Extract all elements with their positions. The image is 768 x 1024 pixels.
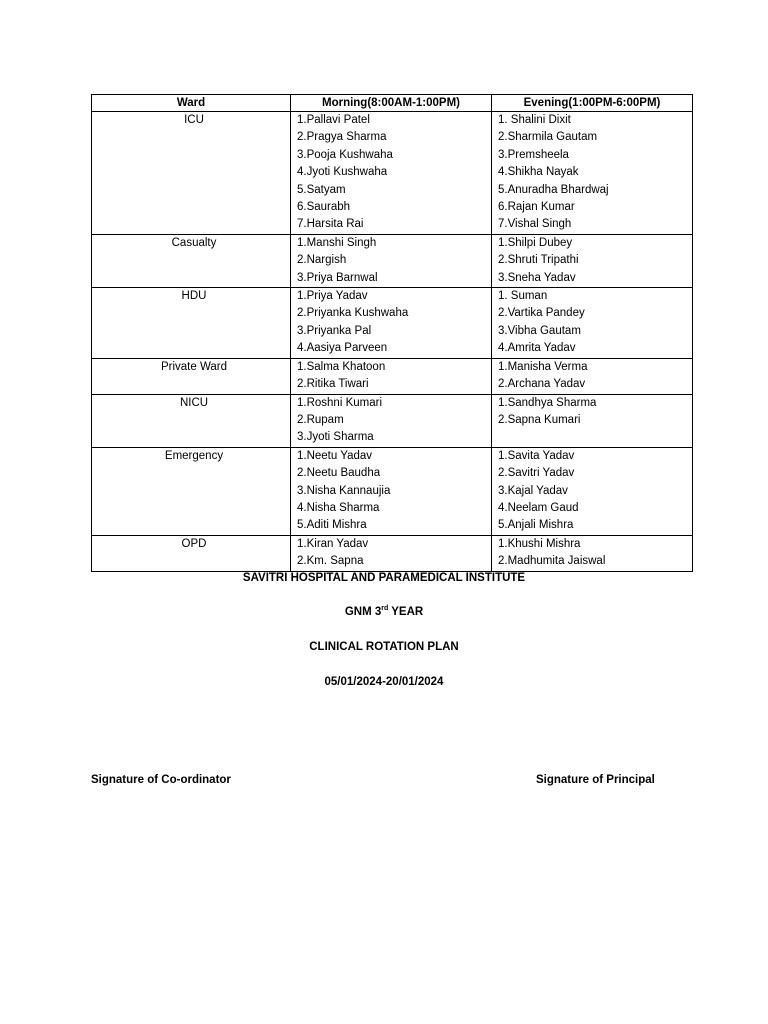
morning-names-cell [291, 447, 492, 535]
table-row [92, 112, 693, 235]
morning-student-name: 2.Pragya Sharma [297, 131, 387, 144]
morning-student-name: 2.Km. Sapna [297, 555, 364, 568]
evening-student-name: 7.Vishal Singh [498, 218, 572, 231]
date-range: 05/01/2024-20/01/2024 [324, 676, 444, 688]
morning-student-name: 1.Priya Yadav [297, 290, 368, 303]
evening-student-name: 2.Sharmila Gautam [498, 131, 598, 144]
evening-names-cell [492, 288, 693, 359]
morning-student-name: 2.Neetu Baudha [297, 467, 381, 480]
evening-names-cell [492, 535, 693, 571]
morning-student-name: 3.Pooja Kushwaha [297, 148, 393, 161]
evening-student-name: 4.Amrita Yadav [498, 342, 576, 355]
evening-student-name: 1.Shilpi Dubey [498, 236, 573, 249]
ward-name: HDU [92, 288, 291, 359]
evening-student-name: 4.Neelam Gaud [498, 501, 579, 514]
course-suffix: YEAR [388, 605, 424, 618]
evening-student-name: 1.Manisha Verma [498, 360, 588, 373]
morning-names-cell [291, 234, 492, 287]
morning-student-name: 2.Ritika Tiwari [297, 378, 369, 391]
plan-title: CLINICAL ROTATION PLAN [309, 641, 459, 653]
evening-student-name: 1. Shalini Dixit [498, 114, 571, 126]
evening-student-name: 2.Madhumita Jaiswal [498, 555, 606, 568]
morning-student-name: 2.Priyanka Kushwaha [297, 307, 409, 320]
course-prefix: GNM 3 [344, 605, 382, 618]
morning-names-cell [291, 358, 492, 394]
morning-student-name: 1.Manshi Singh [297, 236, 377, 249]
table-row [92, 447, 693, 535]
ward-name: OPD [92, 535, 291, 571]
table-row [92, 358, 693, 394]
morning-student-name: 3.Jyoti Sharma [297, 431, 374, 444]
morning-student-name: 4.Nisha Sharma [297, 501, 380, 514]
evening-student-name: 3.Vibha Gautam [498, 324, 581, 337]
evening-student-name: 5.Anuradha Bhardwaj [498, 183, 609, 196]
evening-student-name: 2.Archana Yadav [498, 378, 586, 391]
table-row [92, 288, 693, 359]
table-row [92, 535, 693, 571]
header-evening: Evening(1:00PM-6:00PM) [492, 95, 693, 112]
morning-student-name: 3.Nisha Kannaujia [297, 484, 391, 497]
coordinator-signature-label: Signature of Co-ordinator [91, 774, 231, 786]
ward-name: Casualty [92, 234, 291, 287]
morning-names-cell [291, 288, 492, 359]
evening-student-name: 2.Vartika Pandey [498, 307, 585, 320]
ward-name: Emergency [92, 447, 291, 535]
morning-student-name: 2.Rupam [297, 413, 344, 426]
morning-student-name: 1.Pallavi Patel [297, 114, 370, 126]
evening-student-name: 1. Suman [498, 290, 548, 303]
evening-names-cell [492, 394, 693, 447]
ward-name: NICU [92, 394, 291, 447]
evening-student-name: 2.Savitri Yadav [498, 467, 575, 480]
morning-student-name: 7.Harsita Rai [297, 218, 364, 231]
rotation-table [91, 94, 693, 572]
table-header-row [92, 95, 693, 112]
evening-student-name: 3.Kajal Yadav [498, 484, 568, 497]
evening-student-name: 2.Sapna Kumari [498, 413, 581, 426]
morning-student-name: 4.Jyoti Kushwaha [297, 166, 388, 179]
header-morning: Morning(8:00AM-1:00PM) [291, 95, 492, 112]
morning-student-name: 1.Neetu Yadav [297, 449, 373, 462]
morning-names-cell [291, 112, 492, 235]
morning-student-name: 1.Salma Khatoon [297, 360, 386, 373]
evening-names-cell [492, 447, 693, 535]
morning-student-name: 4.Aasiya Parveen [297, 342, 388, 355]
evening-student-name: 1.Khushi Mishra [498, 537, 581, 550]
morning-student-name: 1.Kiran Yadav [297, 537, 369, 550]
principal-signature-label: Signature of Principal [536, 774, 655, 786]
evening-names-cell [492, 112, 693, 235]
evening-student-name: 1.Savita Yadav [498, 449, 575, 462]
evening-names-cell [492, 234, 693, 287]
evening-student-name: 2.Shruti Tripathi [498, 254, 579, 267]
evening-student-name: 3.Sneha Yadav [498, 271, 576, 284]
morning-student-name: 5.Satyam [297, 183, 346, 196]
evening-student-name: 3.Premsheela [498, 148, 569, 161]
course-superscript: rd [381, 605, 389, 612]
evening-student-name: 5.Anjali Mishra [498, 519, 574, 532]
institute-name: SAVITRI HOSPITAL AND PARAMEDICAL INSTITUTE [242, 572, 526, 584]
evening-names-cell [492, 358, 693, 394]
morning-student-name: 6.Saurabh [297, 201, 351, 214]
course-title [0, 605, 768, 618]
morning-student-name: 2.Nargish [297, 254, 347, 267]
ward-name: Private Ward [92, 358, 291, 394]
morning-names-cell [291, 535, 492, 571]
header-ward: Ward [92, 95, 291, 112]
table-row [92, 394, 693, 447]
morning-student-name: 3.Priyanka Pal [297, 324, 372, 337]
evening-student-name: 1.Sandhya Sharma [498, 396, 597, 409]
morning-student-name: 1.Roshni Kumari [297, 396, 383, 409]
table-body [92, 112, 693, 572]
evening-student-name: 6.Rajan Kumar [498, 201, 575, 214]
evening-student-name: 4.Shikha Nayak [498, 166, 579, 179]
ward-name: ICU [92, 112, 291, 235]
morning-student-name: 3.Priya Barnwal [297, 271, 378, 284]
morning-student-name: 5.Aditi Mishra [297, 519, 367, 532]
morning-names-cell [291, 394, 492, 447]
table-row [92, 234, 693, 287]
